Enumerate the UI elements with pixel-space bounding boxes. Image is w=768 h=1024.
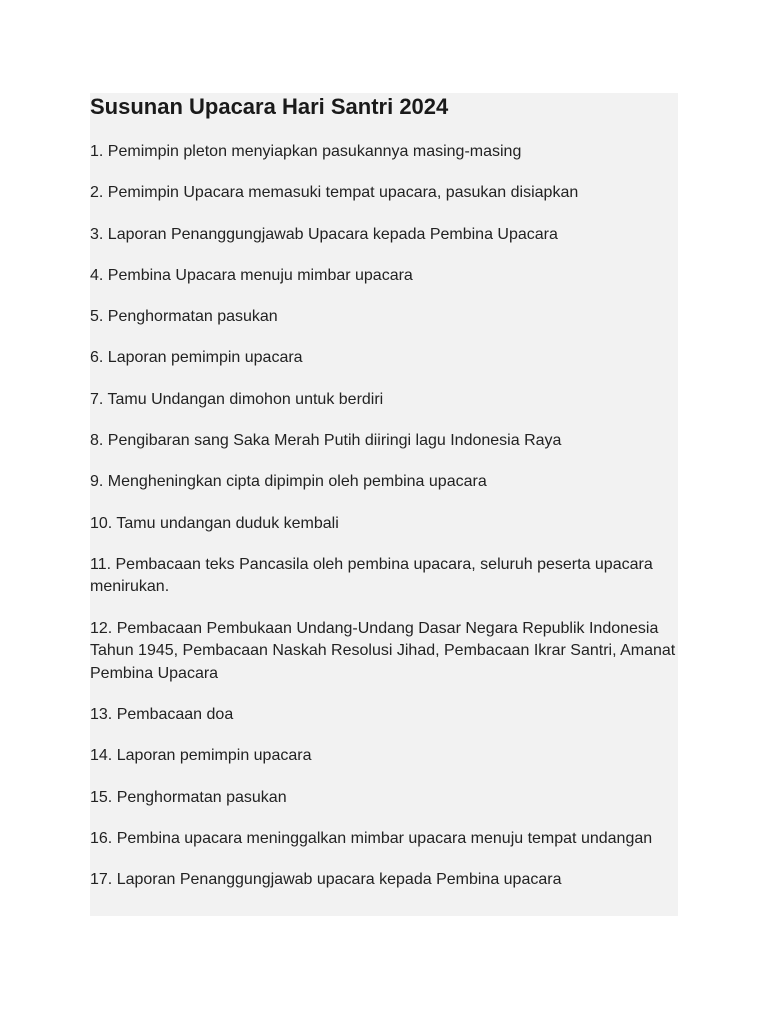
list-item: 16. Pembina upacara meninggalkan mimbar upacara menuju tempat undangan: [90, 829, 653, 847]
list-item: 12. Pembacaan Pembukaan Undang-Undang Dasar Negara Republik Indonesia Tahun 1945, Pembacaan Naskah Resolusi Jihad, Pembacaan Ikrar Santri, Amanat Pembina Upacara: [90, 619, 676, 682]
document-content: [90, 93, 678, 916]
list-item: 15. Penghormatan pasukan: [90, 788, 287, 806]
list-item: 7. Tamu Undangan dimohon untuk berdiri: [90, 390, 384, 408]
list-item: 4. Pembina Upacara menuju mimbar upacara: [90, 266, 413, 284]
list-item: 17. Laporan Penanggungjawab upacara kepada Pembina upacara: [90, 871, 562, 889]
list-item: 10. Tamu undangan duduk kembali: [90, 514, 339, 532]
list-item: 8. Pengibaran sang Saka Merah Putih diiringi lagu Indonesia Raya: [90, 432, 562, 450]
list-item: 2. Pemimpin Upacara memasuki tempat upacara, pasukan disiapkan: [90, 184, 579, 202]
list-item: 3. Laporan Penanggungjawab Upacara kepada Pembina Upacara: [90, 225, 558, 243]
ceremony-steps-list: [90, 141, 678, 911]
list-item: 13. Pembacaan doa: [90, 706, 234, 724]
list-item: 11. Pembacaan teks Pancasila oleh pembina upacara, seluruh peserta upacara menirukan.: [90, 555, 653, 596]
document-title: Susunan Upacara Hari Santri 2024: [90, 94, 449, 119]
list-item: 6. Laporan pemimpin upacara: [90, 349, 303, 367]
list-item: 1. Pemimpin pleton menyiapkan pasukannya masing-masing: [90, 143, 522, 160]
list-item: 5. Penghormatan pasukan: [90, 308, 278, 326]
list-item: 9. Mengheningkan cipta dipimpin oleh pembina upacara: [90, 473, 487, 491]
list-item: 14. Laporan pemimpin upacara: [90, 747, 312, 765]
